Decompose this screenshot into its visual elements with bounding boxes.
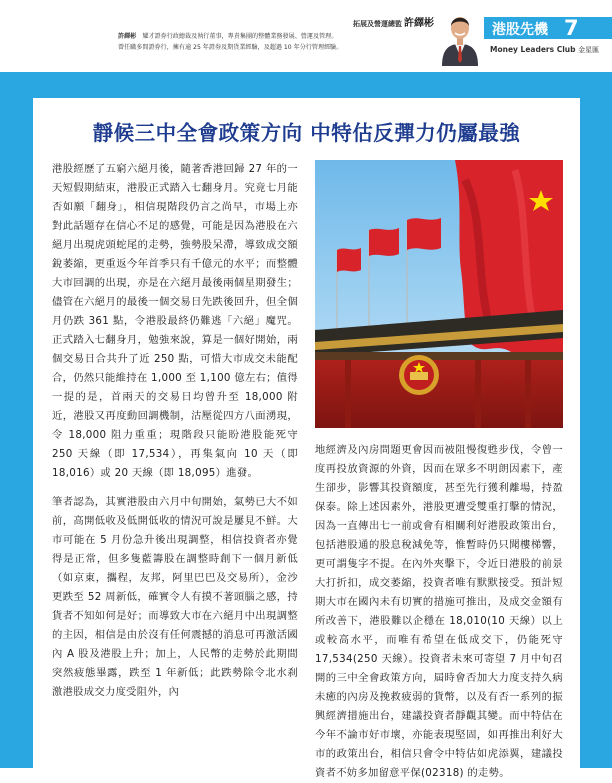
column-badge	[484, 5, 612, 63]
article-paragraph-3: 地經濟及內房問題更會因而被阻慢復甦步伐，令曾一度再投放資源的外資，因而在眾多不明朗因素下，產生卻步，影響其投資額度，甚至先行獲利離場，持盈保泰。除上述因素外，港股更遭受雙重打擊的情況，因為一直傳出七一前或會有相關利好港股政策出台，包括港股通的股息稅減免等，惟暫時仍只聞樓梯響，更可謂隻字不提。在內外夾擊下，令近日港股的前景大打折扣，成交萎縮，投資者唯有默默接受。預計短期大市在國內未有切實的措施可推出，及成交金額有所改善下，港股難以企穩在 18,010(10 天線）以上或較高水平，而唯有希望在低成交下，仍能死守 17,534(250 天線）。投資者未來可寄望 7 月中旬召開的三中全會政策方向，屆時會否加大力度支持久病未癒的內房及挽救疲弱的貨幣，以及有否一系列的振興經濟措施出台，建議投資者靜觀其變。而中特估在今年不論市好市壞，亦能表現堅固，如再推出利好大市的政策出台，相信只會令中特估如虎添翼，建議投資者不妨多加留意平保(02318) 的走勢。	[315, 444, 563, 779]
article-body-left	[52, 160, 298, 712]
author-name: 許繹彬	[404, 18, 434, 29]
bio-text-1: 耀才證券行政總裁及執行董事，專責集團的整體業務發展、營運及管理。	[142, 33, 338, 40]
column-name: 港股先機	[492, 22, 548, 38]
article-body-right	[315, 441, 563, 783]
club-name-en: Money Leaders Club	[490, 45, 576, 54]
page-header	[0, 0, 612, 72]
author-photo	[440, 4, 480, 66]
china-flags-photo	[315, 160, 563, 428]
article-title: 靜候三中全會政策方向 中特估反彈力仍屬最強	[92, 121, 521, 145]
article-photo	[315, 160, 563, 428]
club-name-zh: 金星匯	[578, 46, 600, 54]
author-bio	[118, 31, 438, 53]
bio-line-1	[118, 31, 438, 42]
bio-line-2: 曾任職多間證券行，擁有逾 25 年證券及期貨業經驗，及超過 10 年分行管理經驗。	[118, 44, 343, 51]
club-label	[490, 45, 599, 55]
column-tag	[484, 17, 612, 39]
author-byline	[353, 14, 434, 29]
author-role: 拓展及營運總監	[353, 20, 402, 28]
bio-name: 許繹彬	[118, 33, 137, 40]
national-emblem-icon	[399, 355, 439, 395]
article-panel	[33, 98, 580, 779]
article-paragraph-2: 筆者認為，其實港股由六月中旬開始，氣勢已大不如前，高開低收及低開低收的情況可說是屢見不鮮。大市可能在 5 月份急升後出現調整，相信投資者亦覺得是正常，但多隻藍籌股在調整時創下一個月新低（如京東，攜程，友邦，阿里巴巴及交易所），金沙更跌至 52 周新低，確實令人有摸不著頭腦之感，持貨者不知如何是好；而導致大市在六絕月中出現調整的主因，相信是由於沒有任何震撼的消息可再激活國內 A 股及港股上升；加上，人民幣的走勢於此期間突然疲態畢露，跌至 1 年新低；此跌勢除令北水刹激港股成交力度受阻外，內	[52, 496, 298, 698]
page-number: 7	[564, 16, 579, 40]
article-paragraph-1: 港股經歷了五窮六絕月後，隨著香港回歸 27 年的一天短假期結束，港股正式踏入七翻身月。究竟七月能否如願「翻身」，相信現階段仍言之尚早，市場上亦對此話題存在信心不足的感覺，可能是因為港股在六絕月出現虎頭蛇尾的走勢，強勢股呆滯，導致成交額銳萎縮，更重返今年首季只有千億元的水平；而整體大市回調的出現，亦是在六絕月最後兩個星期發生；儘管在六絕月的最後一個交易日先跌後回升，但全個月仍跌 361 點，令港股最終仍難逃「六絕」魔咒。正式踏入七翻身月，勉強來說，算是一個好開始，兩個交易日合共升了近 250 點，可惜大市成交未能配合，仍然只能維持在 1,000 至 1,100 億左右；值得一提的是，首兩天的交易日均曾升至 18,000 附近，港股又再度動回調機制，沽壓從四方八面湧現，令 18,000 阻力重重；現階段只能盼港股能死守 250 天線（即 17,534），再集氣向 10 天（即 18,016）或 20 天線（即 18,095）進發。	[52, 163, 298, 479]
